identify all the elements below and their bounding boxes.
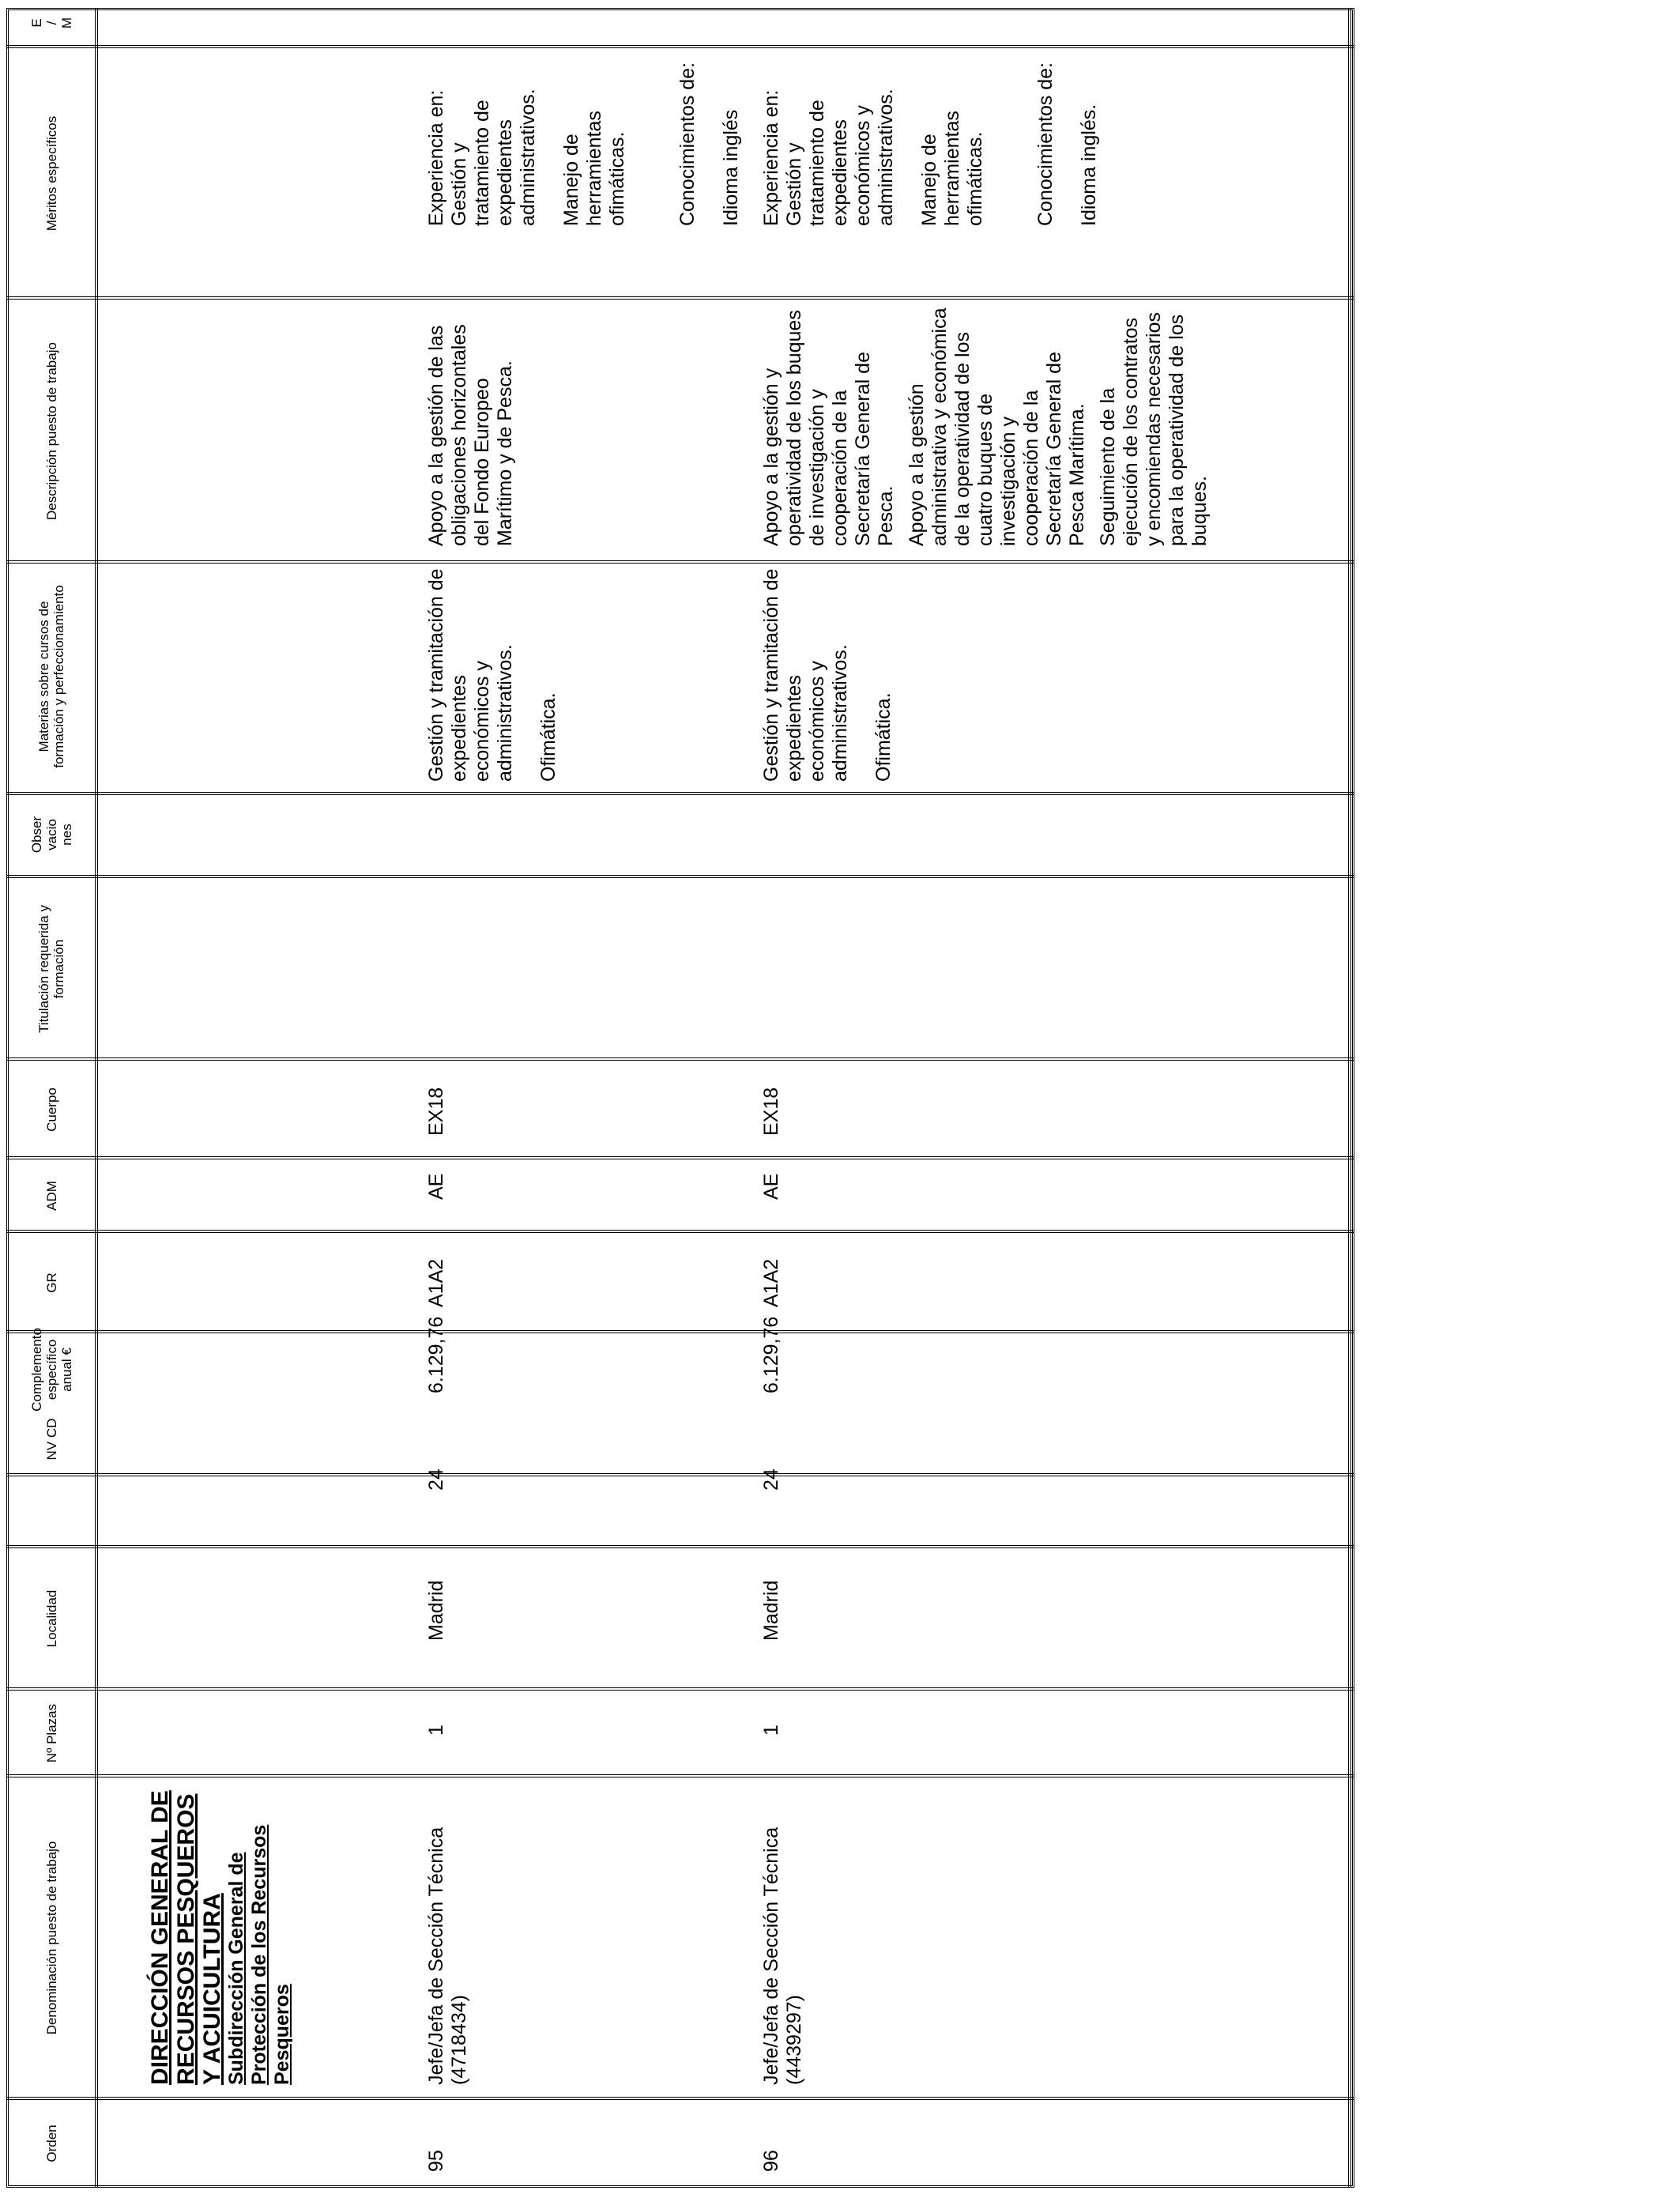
- header-em: E / M: [28, 17, 74, 29]
- row1-con-title: Conocimientos de:: [676, 62, 699, 226]
- header-observaciones: Obser vacio nes: [28, 816, 74, 854]
- header-titulacion: Titulación requerida y formación: [36, 905, 66, 1033]
- header-meritos: Méritos específicos: [43, 115, 59, 232]
- header-cuerpo: Cuerpo: [43, 1088, 59, 1132]
- row2-exp-1: Gestión y tratamiento de expedientes económicos y administrativos.: [783, 89, 897, 226]
- row2-con-title: Conocimientos de:: [1034, 62, 1057, 226]
- col-separator: [6, 1230, 1354, 1233]
- row2-desc-2: Apoyo a la gestión administrativa y económica de la operatividad de los cuatro buques de investigación y cooperación de la Secretaría General de Pesca Marítima.: [906, 307, 1088, 546]
- row2-materias: [760, 567, 895, 782]
- row1-meritos: [425, 49, 743, 226]
- row2-desc-1: Apoyo a la gestión y operatividad de los buques de investigación y cooperación de la Secretaría General de Pesca.: [760, 310, 897, 546]
- col-separator: [6, 1687, 1354, 1691]
- subdireccion-title: Subdirección General de Protección de los Recursos Pesqueros: [225, 1824, 293, 2085]
- row1-denominacion: Jefe/Jefa de Sección Técnica (4718434): [425, 1826, 470, 2085]
- row1-materias: [425, 567, 560, 782]
- row2-nivel: 24: [760, 1468, 782, 1491]
- row1-exp-1: Gestión y tratamiento de expedientes administrativos.: [448, 89, 539, 226]
- row2-adm: AE: [760, 1173, 782, 1200]
- row2-descripcion: [760, 305, 1211, 546]
- row1-materia-1: Gestión y tramitación de expedientes económicos y administrativos.: [425, 568, 516, 782]
- row1-con-1: Idioma inglés: [720, 109, 742, 226]
- row2-denominacion: Jefe/Jefa de Sección Técnica (4439297): [760, 1826, 805, 2085]
- row2-orden: 96: [760, 2150, 782, 2172]
- row1-complemento: 6.129,76: [425, 1316, 447, 1393]
- row1-exp-title: Experiencia en:: [425, 89, 447, 226]
- row1-adm: AE: [425, 1173, 447, 1200]
- col-separator: [6, 1774, 1354, 1777]
- header-rule: [95, 8, 98, 2188]
- row1-orden: 95: [425, 2150, 447, 2172]
- col-separator: [6, 1473, 1354, 1476]
- header-descripcion: Descripción puesto de trabajo: [43, 342, 59, 520]
- header-complemento: Complemento específico anual €: [28, 1328, 74, 1412]
- row2-con-1: Idioma inglés.: [1078, 104, 1100, 226]
- section-titles: [147, 1785, 294, 2085]
- row1-localidad: Madrid: [425, 1580, 447, 1641]
- col-separator: [6, 875, 1354, 878]
- header-nivel: NV CD: [43, 1418, 59, 1461]
- col-separator: [6, 1545, 1354, 1548]
- col-separator: [6, 1156, 1354, 1159]
- row2-materia-2: Ofimática.: [872, 692, 895, 782]
- row2-grupo: A1A2: [760, 1258, 782, 1307]
- row2-cuerpo: EX18: [760, 1087, 782, 1136]
- header-plazas: Nº Plazas: [43, 1703, 59, 1763]
- direccion-title: DIRECCIÓN GENERAL DE RECURSOS PESQUEROS Y ACUICULTURA: [147, 1790, 225, 2085]
- row2-complemento: 6.129,76: [760, 1316, 782, 1393]
- row1-descripcion: [425, 305, 517, 546]
- row1-nivel: 24: [425, 1468, 447, 1491]
- col-separator: [6, 560, 1354, 564]
- header-grupo: GR: [43, 1272, 59, 1293]
- row2-materia-1: Gestión y tramitación de expedientes económicos y administrativos.: [760, 568, 851, 782]
- row2-desc-3: Seguimiento de la ejecución de los contratos y encomiendas necesarios para la operatividad de los buques.: [1097, 312, 1211, 546]
- header-denominacion: Denominación puesto de trabajo: [43, 1841, 59, 2035]
- row2-localidad: Madrid: [760, 1580, 782, 1641]
- header-adm: ADM: [43, 1181, 59, 1211]
- col-separator: [6, 1330, 1354, 1333]
- row1-cuerpo: EX18: [425, 1087, 447, 1136]
- col-separator: [6, 45, 1354, 48]
- row2-plazas: 1: [760, 1725, 782, 1736]
- row2-exp-title: Experiencia en:: [760, 89, 782, 226]
- row2-exp-2: Manejo de herramientas ofimáticas.: [918, 111, 986, 226]
- col-separator: [6, 1057, 1354, 1061]
- col-separator: [6, 792, 1354, 795]
- row1-materia-2: Ofimática.: [537, 692, 559, 782]
- header-materias: Materias sobre cursos de formación y perfeccionamiento: [36, 585, 66, 768]
- row1-plazas: 1: [425, 1725, 447, 1736]
- header-localidad: Localidad: [43, 1589, 59, 1648]
- col-separator: [6, 296, 1354, 300]
- row2-meritos: [760, 49, 1101, 226]
- row1-exp-2: Manejo de herramientas ofimáticas.: [560, 111, 628, 226]
- header-orden: Orden: [43, 2124, 59, 2162]
- row1-grupo: A1A2: [425, 1258, 447, 1307]
- row1-desc-1: Apoyo a la gestión de las obligaciones horizontales del Fondo Europeo Marítimo y de Pesca.: [425, 324, 516, 546]
- bottom-rule: [1348, 8, 1351, 2188]
- col-separator: [6, 2097, 1354, 2100]
